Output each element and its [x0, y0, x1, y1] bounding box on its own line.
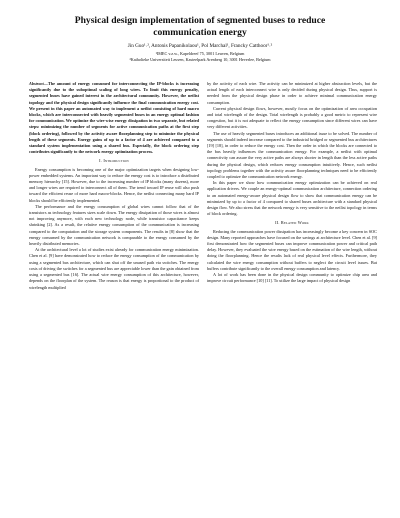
paragraph: A lot of work has been done in the physical design community to optimize chip area and improve circuit performance [10] [11]. To utilize the large impact of physical design	[207, 272, 377, 284]
paragraph: Energy consumption is becoming one of the major optimization targets when designing low-power embedded systems. An important way to reduce the energy cost is to introduce a distributed memory hierarchy [15]. However, due to the increasing number of IP blocks (many dozens), more and longer wires are required to interconnect all of them. The trend toward IP reuse will also push toward the efficient reuse of more hard macro-blocks. Hence, the netlist connecting many hard IP blocks should be efficiently implemented.	[29, 166, 199, 203]
affiliation-imec: ¹IMEC v.z.w., Kapeldreef 75, 3001 Leuven, Belgium	[155, 51, 245, 56]
affiliation-kuleuven: ²Katholieke Universiteit Leuven, Kasteelpark Arenberg 10, 3001 Heverlee, Belgium	[129, 57, 271, 62]
author-list: Jin Guo¹˒², Antonis Papanikolaou¹, Pol Marchal¹, Francky Catthoor¹˒²	[127, 43, 273, 49]
paper-title: Physical design implementation of segmented buses to reduce communication energy	[74, 15, 326, 38]
section-heading-related-work: II. Related Work	[275, 220, 309, 226]
abstract-label: Abstract—	[29, 81, 48, 86]
abstract	[29, 81, 199, 155]
paragraph: by the activity of each wire. The activity can be minimized at higher abstraction levels, but the actual length of each interconnect wire is only decided during physical design. Thus, support is needed from the physical design phase in order to achieve minimal communication energy consumption.	[207, 81, 377, 105]
paragraph: At the architectural level a lot of studies exist already for communication energy minimization. Chen et al. [9] have demonstrated how to reduce the energy consumption of the communication by using a segmented bus architecture, which can shut off the unused path via switches. The energy costs of driving the switches for a segmented bus are appreciable lower than the gain obtained from using a segmented bus [16]. The actual wire energy consumption of this architecture, however, depends on the floorplan of the system. The reason is that energy is proportional to the product of wirelength multiplied	[29, 247, 199, 290]
paragraph: The performance and the energy consumption of global wires cannot follow that of the transistors as technology features sizes scale down. The energy dissipation of those wires is almost not improving anymore, with each new technology node, while transistor capacitance keeps shrinking [2]. As a result, the relative energy consumption of the communication is increasing compared to the computation and the storage system components. The results in [8] show that the energy consumed by the communication network is comparable to the energy consumed by the heavily distributed memories.	[29, 203, 199, 247]
section-heading-introduction: I. Introduction	[99, 158, 129, 164]
left-column	[29, 81, 199, 291]
paragraph: The use of heavily segmented buses introduces an additional issue to be solved. The number of segments should indeed increase compared to the industrial bridged or segmented bus architectures [19] [18], in order to reduce the energy cost. Then the order in which the blocks are connected to the bus heavily influences the communication energy. For example, a netlist with optimal connectivity can assure the very active paths are always shorter in length than the less active paths during the physical design, which reduces energy consumption intuitively. Hence, such netlist topology problems together with the activity aware floorplanning techniques need to be efficiently coupled to optimize the communication network energy.	[207, 130, 377, 180]
paragraph: Current physical design flows, however, mostly focus on the optimization of area occupation and total wirelength of the design. Total wirelength is probably a good metric to represent wire congestion, but it is not adequate to reflect the energy consumption since different wires can have very different activities.	[207, 105, 377, 130]
abstract-text: The amount of energy consumed for interconnecting the IP-blocks is increasing significantly due to the suboptimal scaling of long wires. To limit this energy penalty, segmented buses have gained interest in the architectural community. However, the netlist topology and the physical design significantly influence the final communication energy cost. We present in this paper an automated way to implement a netlist consisting of hard macro blocks, which are interconnected with heavily segmented buses in an energy optimal fashion for communication. We optimize the wire-wise energy dissipation in two separate, but related steps: minimizing the number of segments for active communication paths at the first step (block ordering), followed by the activity aware floorplanning step to minimize the physical length of these segments. Energy gains of up to a factor of 4 are achieved compared to a standard system implementation using a shared bus. Especially, the block ordering step contributes significantly to the network energy optimization process.	[29, 81, 199, 155]
right-column	[207, 81, 377, 285]
paragraph: Reducing the communication power dissipation has increasingly become a key concern in SOC design. Many reported approaches have focused on the savings at architecture level. Chen et al. [9] first demonstrated how the segmented buses can improve communication power and critical path delay. However, they evaluated the wire energy based on the estimation of the wire length, without doing the floorplanning. Hence the results lack of real physical level effects. Furthermore, they calculated the wire energy consumption without buffers to neglect the circuit level issues. But buffers contribute significantly to the overall energy consumption and latency.	[207, 228, 377, 271]
paragraph: In this paper we show how communication energy optimization can be achieved on real application drivers. We couple an energy-optimal communication architecture, connection ordering to an automated energy-aware physical design flow to show that communication energy can be minimized by up to a factor of 4 compared to shared buses architecture with a standard physical design flow. We also stress that the network energy is very sensitive to the netlist topology in terms of block ordering.	[207, 180, 377, 217]
